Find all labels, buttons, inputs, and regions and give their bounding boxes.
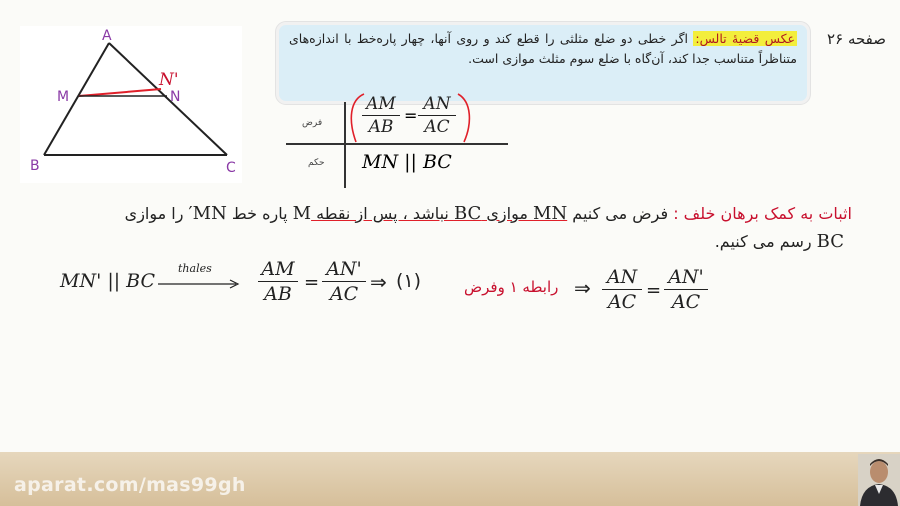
page-label: صفحه ۲۶ xyxy=(827,30,886,48)
label-n-prime: N' xyxy=(159,70,179,90)
proof-text-e: را موازی xyxy=(124,204,189,223)
relation-left-den: AC xyxy=(607,291,637,313)
eq-right-num: AN' xyxy=(326,258,362,280)
relation-left-num: AN xyxy=(606,266,638,288)
proof-line-2 xyxy=(715,231,844,252)
mn-prime-segment xyxy=(79,89,161,96)
hypothesis-table xyxy=(286,96,510,188)
hyp-right-num: AN xyxy=(423,94,451,114)
relation-fraction-left xyxy=(602,266,642,313)
proof-mn: MN xyxy=(533,203,568,224)
proof-text-a: فرض می کنیم xyxy=(567,204,674,223)
relation-right-num: AN' xyxy=(668,266,704,288)
relation-label: رابطه ۱ وفرض xyxy=(464,278,559,296)
proof-text-b: موازی xyxy=(481,204,534,223)
theorem-text xyxy=(289,29,797,69)
theorem-body: اگر خطی دو ضلع مثلثی را قطع کند و روی آنها، چهار پاره‌خط با اندازه‌های متناظراً متناسب جدا کند، آن‌گاه با ضلع سوم مثلث موازی است. xyxy=(289,31,797,66)
relation-implies: ⇒ xyxy=(574,276,591,300)
label-b: B xyxy=(30,158,40,174)
conclusion-label: حکم xyxy=(308,158,325,168)
label-n: N xyxy=(170,89,181,105)
eq-left-den: AB xyxy=(264,283,292,305)
label-m: M xyxy=(57,89,70,105)
equation-row xyxy=(60,258,860,328)
eq-fraction-left xyxy=(258,258,298,305)
eq-ref: (۱) xyxy=(396,270,422,292)
proof-m: M xyxy=(292,203,312,224)
relation-right-den: AC xyxy=(671,291,701,313)
eq-fraction-right xyxy=(322,258,366,305)
relation-fraction-right xyxy=(664,266,708,313)
eq-implies: ⇒ xyxy=(370,270,387,294)
watermark-text: aparat.com/mas99gh xyxy=(14,474,246,496)
hyp-fraction-right xyxy=(418,94,456,137)
proof-line2-bc: BC xyxy=(816,231,844,252)
eq-parallel: MN' || BC xyxy=(60,270,156,292)
hyp-left-num: AM xyxy=(366,94,396,114)
triangle-svg xyxy=(20,26,242,183)
relation-equals: = xyxy=(646,280,662,301)
label-a: A xyxy=(102,28,112,44)
triangle-diagram xyxy=(20,26,242,183)
avatar xyxy=(858,454,900,506)
eq-left-num: AM xyxy=(261,258,295,280)
proof-bc: BC xyxy=(453,203,482,224)
proof-mn-prime: MN′ xyxy=(188,203,227,224)
proof-line-1 xyxy=(125,203,852,224)
proof-text-d: پاره خط xyxy=(226,204,293,223)
proof-line2-text: رسم می کنیم. xyxy=(714,232,817,251)
conclusion-statement: MN || BC xyxy=(362,151,452,173)
proof-title: اثبات به کمک برهان خلف : xyxy=(673,204,852,223)
eq-right-den: AC xyxy=(329,283,359,305)
hyp-right-den: AC xyxy=(424,117,450,137)
label-c: C xyxy=(226,160,236,176)
footer-bar xyxy=(0,452,900,506)
presenter-avatar-icon xyxy=(858,454,900,506)
theorem-title: عکس قضیهٔ تالس: xyxy=(695,31,796,46)
long-arrow-icon xyxy=(158,278,240,290)
eq-arrow-label: thales xyxy=(178,262,212,275)
proof-text-c: نباشد ، پس از نقطه xyxy=(311,204,454,223)
hyp-equals: = xyxy=(404,106,418,125)
eq-equals: = xyxy=(304,272,320,293)
hypothesis-label: فرض xyxy=(302,118,323,128)
hyp-left-den: AB xyxy=(368,117,394,137)
hyp-fraction-left xyxy=(362,94,400,137)
